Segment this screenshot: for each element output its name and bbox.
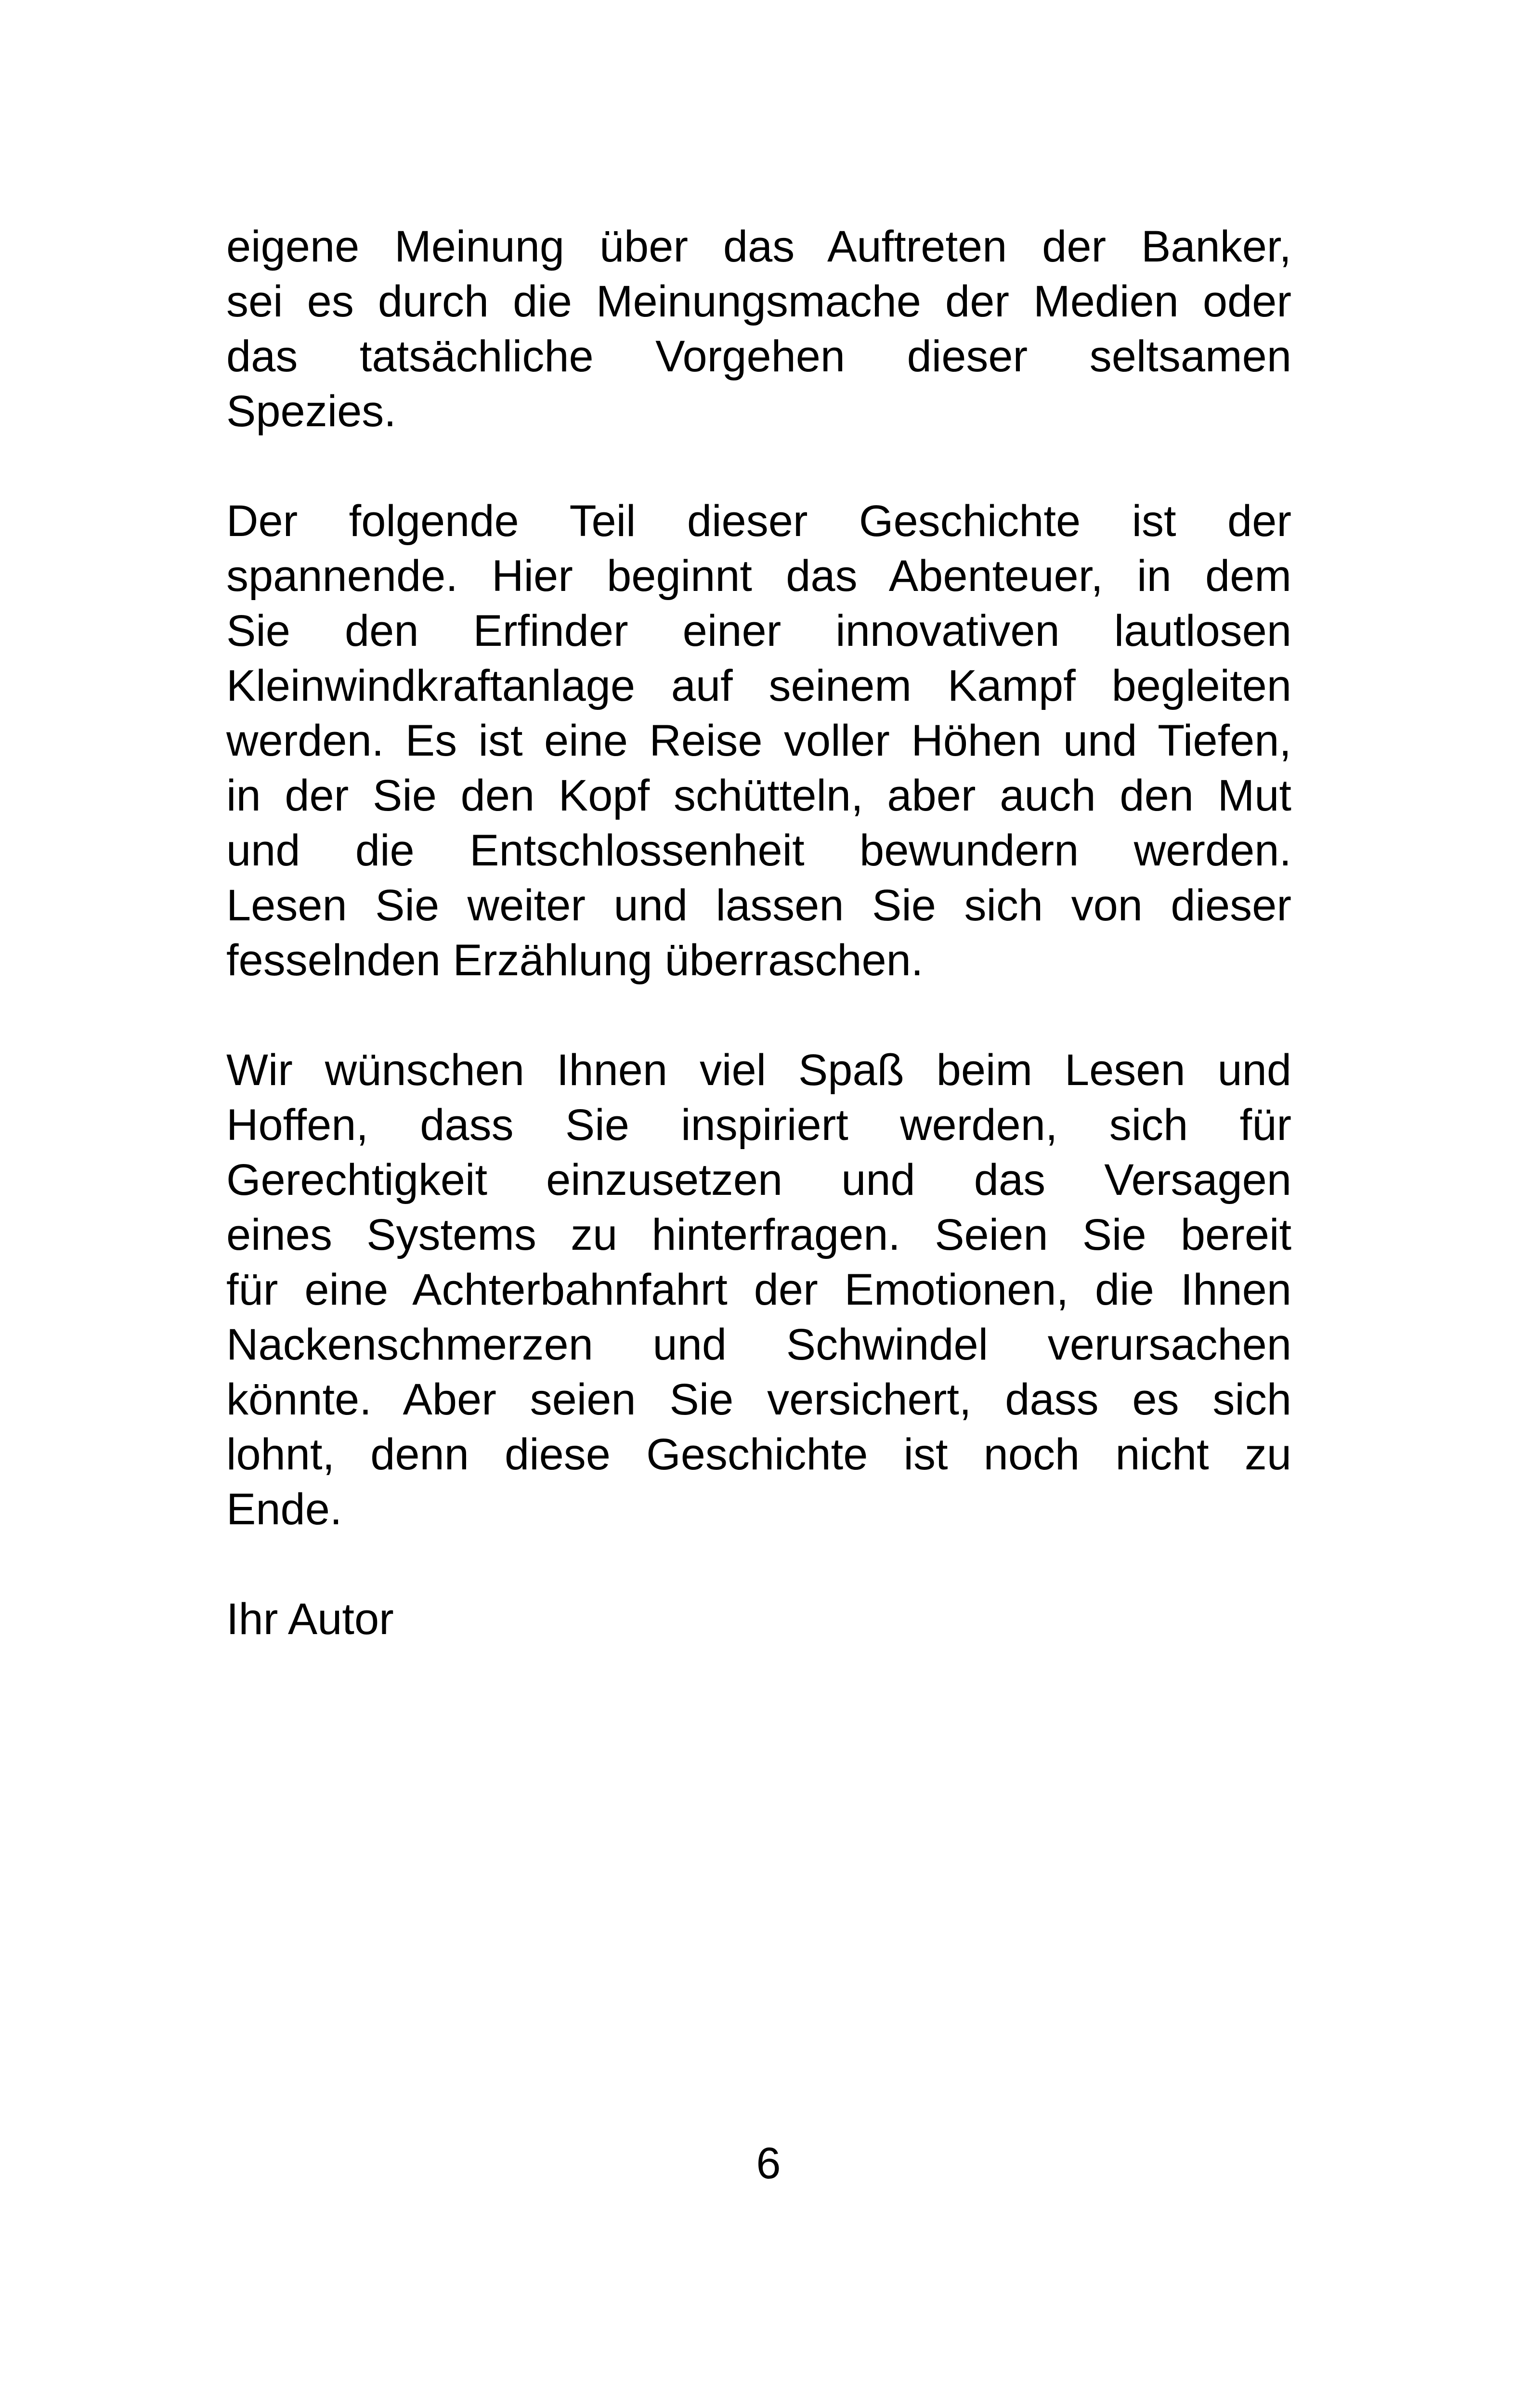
text-line: sei es durch die Meinungsmache der Medien oder	[226, 277, 1291, 326]
text-line: Ende.	[226, 1485, 342, 1534]
text-line: Hoffen, dass Sie inspiriert werden, sich für	[226, 1100, 1291, 1150]
text-line: Sie den Erfinder einer innovativen lautlosen	[226, 606, 1291, 655]
text-line: Gerechtigkeit einzusetzen und das Versagen	[226, 1155, 1291, 1204]
paragraph-3	[226, 1043, 1291, 1537]
page-number: 6	[756, 2139, 781, 2188]
text-line: in der Sie den Kopf schütteln, aber auch den Mut	[226, 771, 1291, 820]
text-line: das tatsächliche Vorgehen dieser seltsamen	[226, 332, 1291, 381]
text-line: Wir wünschen Ihnen viel Spaß beim Lesen und	[226, 1046, 1291, 1095]
paragraph-2	[226, 494, 1291, 988]
text-line: Der folgende Teil dieser Geschichte ist der	[226, 497, 1291, 546]
text-line: Spezies.	[226, 387, 396, 436]
page-body	[226, 219, 1291, 1647]
text-line: könnte. Aber seien Sie versichert, dass es sich	[226, 1375, 1291, 1424]
text-line: lohnt, denn diese Geschichte ist noch nicht zu	[226, 1430, 1291, 1479]
text-line: Nackenschmerzen und Schwindel verursachen	[226, 1320, 1291, 1369]
paragraph-1	[226, 219, 1291, 439]
signature: Ihr Autor	[226, 1595, 394, 1644]
text-line: spannende. Hier beginnt das Abenteuer, in dem	[226, 551, 1291, 601]
text-line: eigene Meinung über das Auftreten der Banker,	[226, 222, 1291, 271]
text-line: Lesen Sie weiter und lassen Sie sich von dieser	[226, 881, 1291, 930]
text-line: fesselnden Erzählung überraschen.	[226, 936, 924, 985]
text-line: Kleinwindkraftanlage auf seinem Kampf begleiten	[226, 661, 1291, 710]
text-line: werden. Es ist eine Reise voller Höhen und Tiefen,	[226, 716, 1291, 765]
text-line: eines Systems zu hinterfragen. Seien Sie bereit	[226, 1210, 1291, 1259]
text-line: für eine Achterbahnfahrt der Emotionen, die Ihnen	[226, 1265, 1291, 1314]
text-line: und die Entschlossenheit bewundern werden.	[226, 826, 1291, 875]
